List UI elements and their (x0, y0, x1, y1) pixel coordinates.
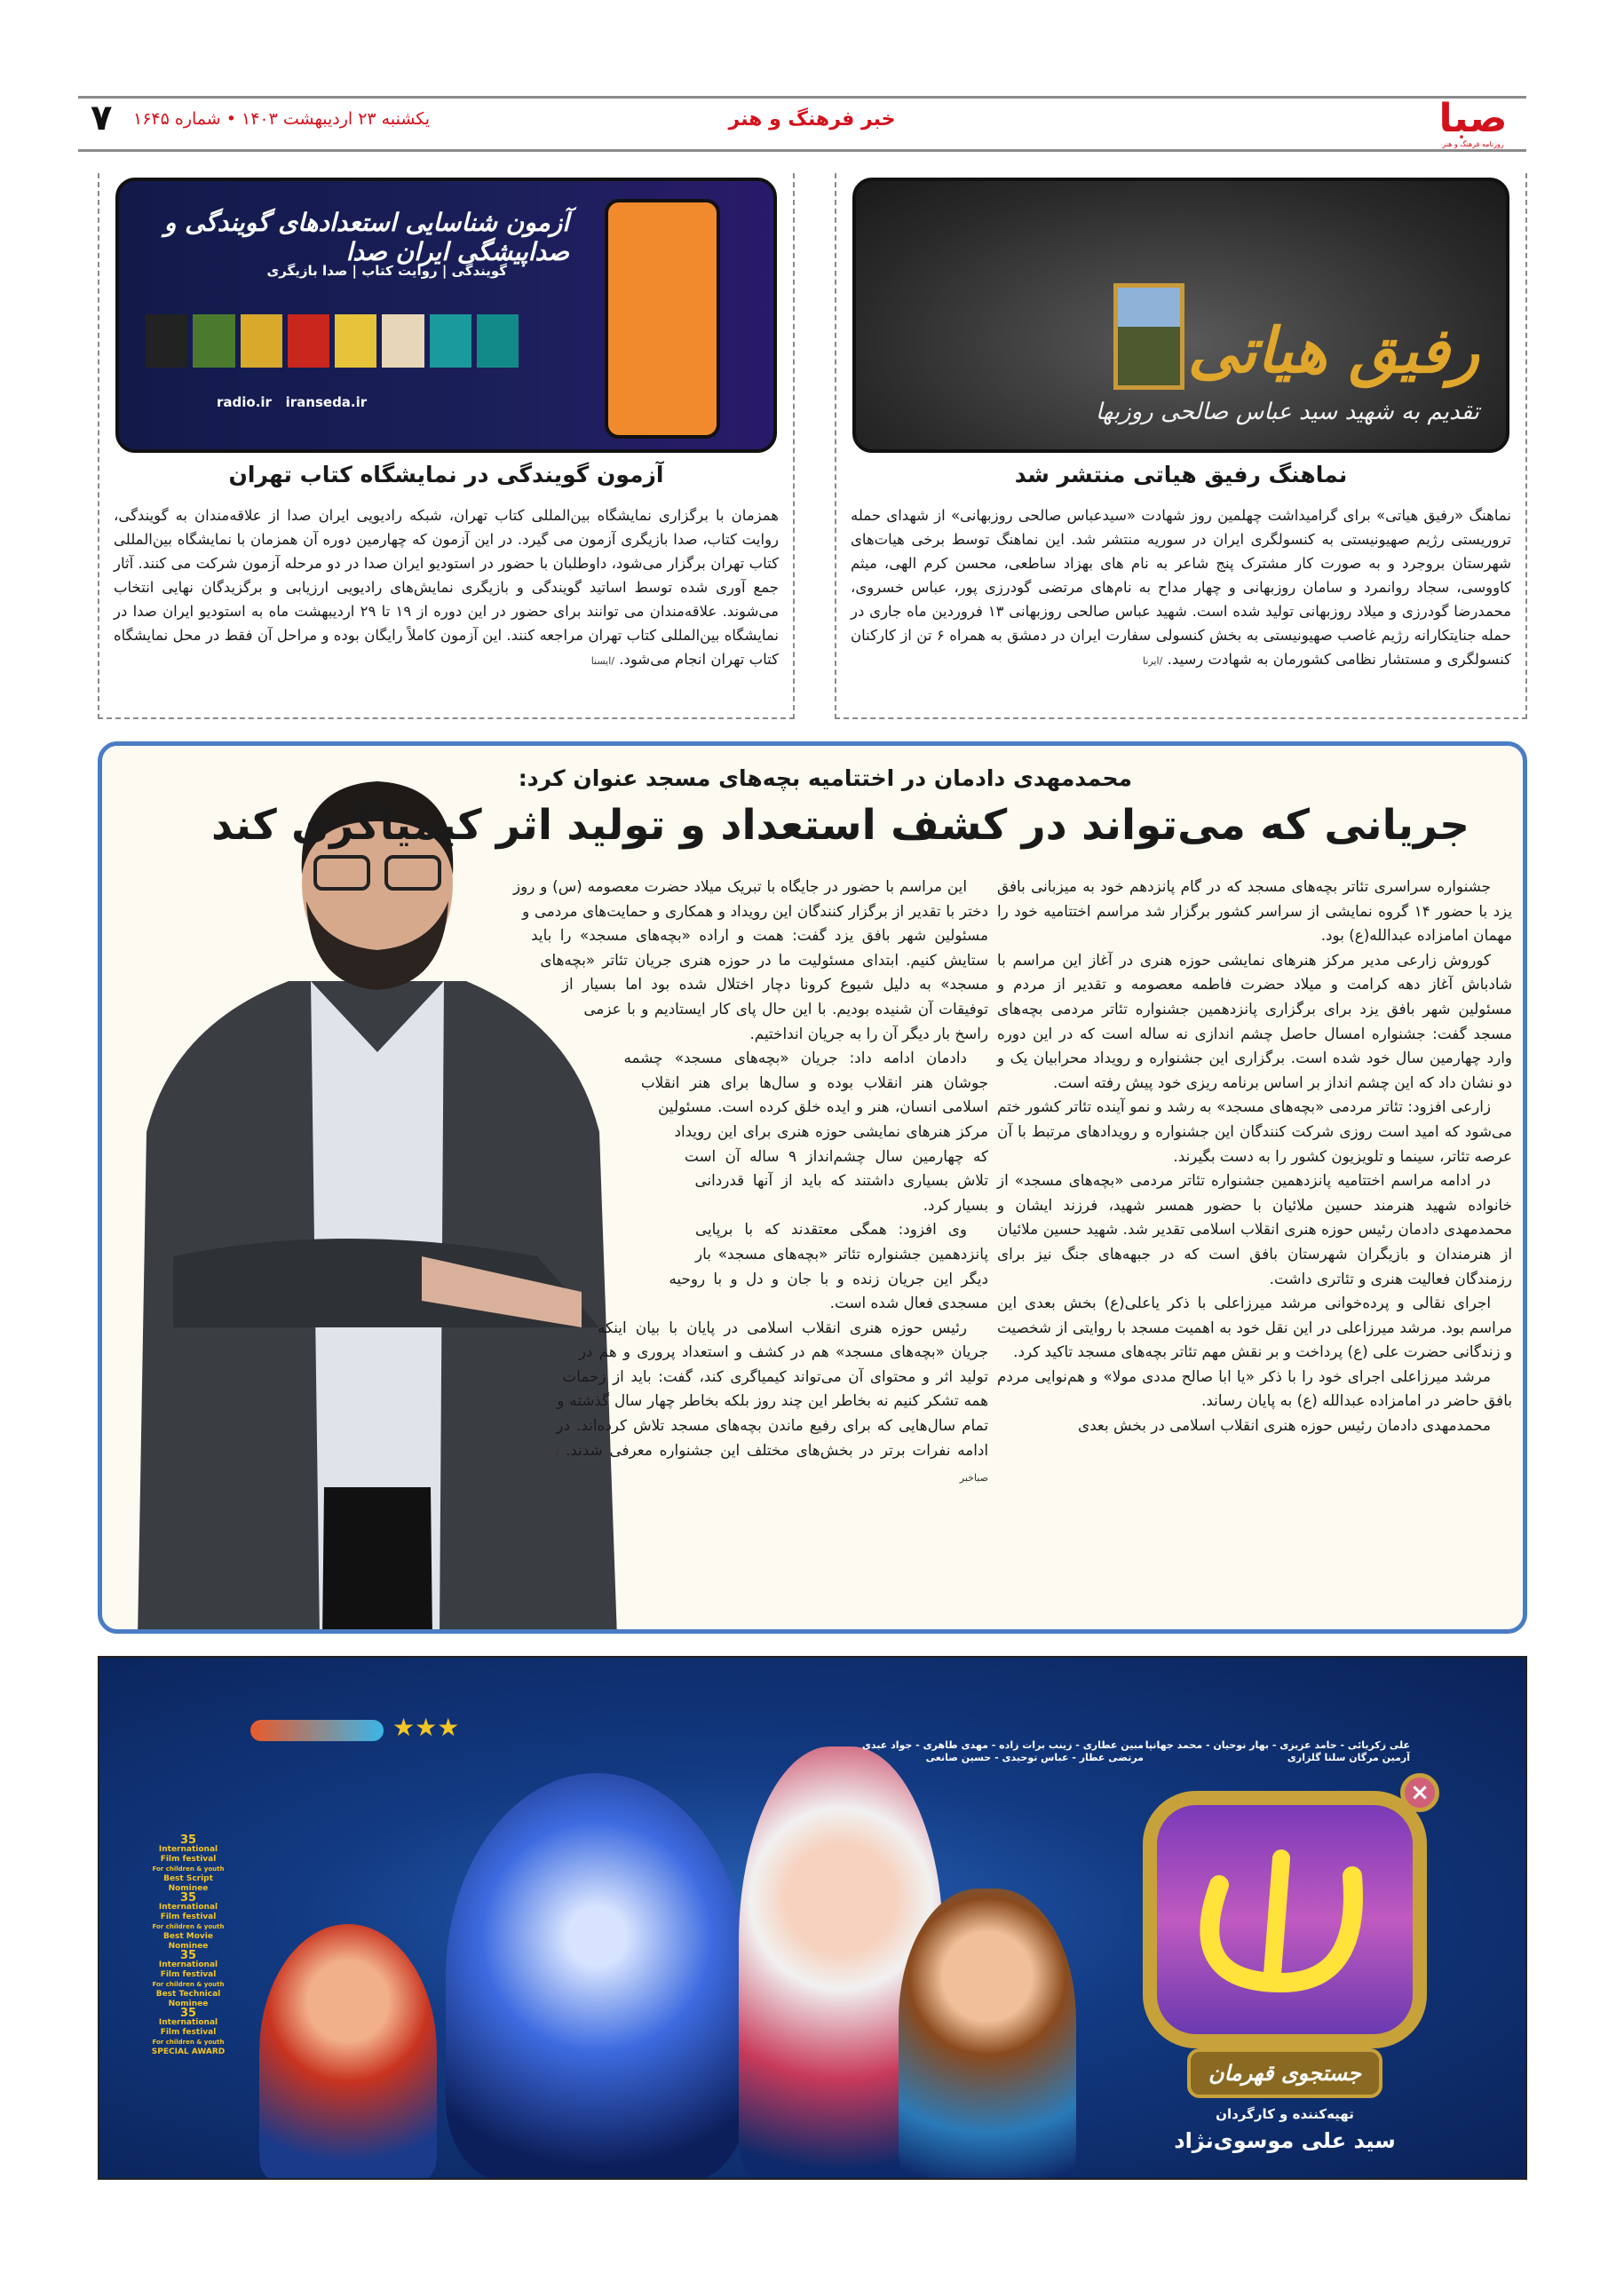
director-name: سید علی موسوی‌نژاد (1174, 2128, 1396, 2153)
image-calligraphy-title: رفیق هیاتی (1187, 314, 1479, 387)
news-item-rafiq-hayati (835, 173, 1527, 719)
article-kicker: محمدمهدی دادمان در اختتامیه بچه‌های مسجد عنوان کرد: (518, 765, 1132, 791)
banner-book-covers (146, 314, 519, 368)
news-source: /ایسنا (590, 655, 614, 667)
banner-sites (217, 394, 367, 410)
logo-subtitle: روزنامه فرهنگ و هنر (1442, 140, 1504, 148)
logo-text: صبا (1438, 96, 1508, 141)
paragraph: مرشد میرزاعلی اجرای خود را با ذکر «یا ابا صالح مددی مولا» و هم‌نوایی مردم بافق حاضر در امامزاده عبدالله (ع) به پایان رساند. (997, 1366, 1512, 1410)
section-title: خبر فرهنگ و هنر (728, 108, 896, 131)
film-poster-advert (98, 1656, 1527, 2180)
header-top-rule (78, 96, 1526, 99)
iranseda-site: iranseda.ir (285, 394, 368, 410)
paragraph: جشنواره سراسری تئاتر بچه‌های مسجد که در گام پانزدهم خود به میزبانی بافق یزد با حضور ۱۴ گروه نمایشی از سراسر کشور برگزار شد مراسم اختتامیه خود را مهمان امامزاده عبدالله(ع) بود. (997, 877, 1512, 945)
news-headline: آزمون گویندگی در نمایشگاه کتاب تهران (228, 462, 664, 487)
page-number: ۷ (91, 98, 113, 139)
banner-subtitle: گویندگی | روایت کتاب | صدا بازیگری (266, 263, 507, 279)
stars-icon: ★★★ (392, 1713, 460, 1742)
news-image-crowd (852, 178, 1509, 453)
animated-boy-character (259, 1924, 437, 2180)
news-body-text: همزمان با برگزاری نمایشگاه بین‌المللی کتاب تهران، شبکه رادیویی ایران صدا از علاقه‌مندان به گویندگی، روایت کتاب، صدا بازیگری آزمون می گیرد. در این آزمون که چهارمین دوره آن همزمان با نمایشگاه بین‌المللی کتاب تهران برگزار می‌شود، داوطلبان با حضور در استودیو ایران صدا در دو مرحله آزمون شرکت می کنند. آثار جمع آوری شده توسط اساتید گویندگی و بازیگری نمایش‌های رادیویی ارزیابی و برگزیدگان نهایی انتخاب می‌شوند. علاقه‌مندان می توانند برای حضور در این دوره از ۱۹ تا ۲۹ اردیبهشت ماه به استودیو ایران صدا در نمایشگاه بین‌المللی کتاب تهران مراجعه کنند. این آزمون کاملاً رایگان بوده و مراحل آن فقط در محل نمایشگاه کتاب تهران انجام می‌شود. (114, 507, 780, 668)
news-item-voice-test (98, 173, 795, 719)
header-bottom-rule (78, 149, 1526, 152)
news-source: /ایرنا (1143, 655, 1163, 667)
banner-phone-icon (605, 199, 720, 439)
vr-headset-character (446, 1773, 748, 2180)
festival-laurel: 35 International Film festival For children & youth Best Script Nominee (152, 1833, 225, 1893)
news-image-iranseda-banner (115, 178, 777, 453)
paragraph: زارعی افزود: تئاتر مردمی «بچه‌های مسجد» به رشد و نمو آینده تئاتر کشور ختم می‌شود که امید است روزی شرکت کنندگان این جشنواره و رویدادهای مرتبط با آن عرصه تئاتر، سینما و تلویزیون کشور را به دست بگیرند. (997, 1097, 1512, 1165)
main-article (98, 741, 1527, 1634)
producer-label: تهیه‌کننده و کارگردان (1216, 2106, 1354, 2122)
archer-boy-character (899, 1889, 1076, 2180)
article-source: /صباخبر (555, 1445, 988, 1485)
festival-laurel: 35 International Film festival For children & youth SPECIAL AWARD (151, 2007, 226, 2056)
film-title-logo (1157, 1805, 1413, 2034)
paragraph: کوروش زارعی مدیر مرکز هنرهای نمایشی حوزه هنری در آغاز این مراسم با شادباش آغاز دهه کرامت و میلاد حضرت فاطمه معصومه و تقدیر از مردم و مسئولین شهر بافق یزد برای برگزاری پانزدهمین جشنواره تئاتر مردمی بچه‌های مسجد گفت: جشنواره امسال حاصل چشم اندازی نه ساله است که در این دوره وارد چهارمین سال خود شده است. برگزاری این جشنواره و رویداد محرابیان یک و دو نشان داد که این چشم انداز بر اساس برنامه ریزی خود پیش رفته است. (997, 950, 1512, 1091)
festival-laurel: 35 International Film festival For children & youth Best Movie Nominee (152, 1891, 225, 1951)
paragraph: وی افزود: همگی معتقدند که با برپایی پانزدهمین جشنواره تئاتر «بچه‌های مسجد» بار دیگر این جریان زنده و با جان و دل و با روحیه مسجدی فعال شده است. (669, 1220, 988, 1312)
film-title-logo-frame (1143, 1791, 1427, 2048)
close-icon: × (1400, 1773, 1439, 1812)
game-health-bar-icon (250, 1720, 384, 1741)
cast-credits-left: مبین عطاری - زینب برات زاده - مهدی طاهری - جواد عبدی مرتضی عطار - عباس توحیدی - حسین صانعی (861, 1739, 1144, 1763)
paragraph: دادمان ادامه داد: جریان «بچه‌های مسجد» چشمه جوشان هنر انقلاب بوده و سال‌ها برای هنر انقلاب اسلامی انسان، هنر و ایده خلق کرده است. مسئولین مرکز هنرهای نمایشی حوزه هنری برای این رویداد که چهارمین سال چشم‌انداز ۹ ساله آن است تلاش بسیاری داشتند که باید از آنها قدردانی بسیار کرد. (623, 1049, 989, 1214)
news-headline: نماهنگ رفیق هیاتی منتشر شد (1014, 462, 1348, 487)
paragraph: اجرای نقالی و پرده‌خوانی مرشد میرزاعلی با ذکر یاعلی(ع) بخش بعدی این مراسم بود. مرشد میرزاعلی در این نقل خود به اهمیت مسجد با روایتی از شخصیت و زندگانی حضرت علی (ع) پرداخت و بر نقش مهم تئاتر بچه‌های مسجد تاکید کرد. (997, 1294, 1512, 1361)
martyr-portrait-frame (1113, 283, 1184, 390)
article-column-middle (495, 875, 988, 1629)
paragraph: این مراسم با حضور در جایگاه با تبریک میلاد حضرت معصومه (س) و روز دختر با تقدیر از برگزار کنندگان این رویداد و همکاری و حمایت‌های مردمی و مسئولین شهر بافق یزد گفت: همت و اراده «بچه‌های مسجد» را باید ستایش کنیم. ابتدای مسئولیت ما در حوزه هنری جریان تئاتر «بچه‌های مسجد» به دلیل شیوع کرونا دچار اختلال شده بود اما بسیار از توفیقات آن شنیده بودیم. با این حال پای کار ایستادیم و با عزمی راسخ بار دیگر آن را به جریان انداختیم. (513, 877, 988, 1042)
image-caption: تقدیم به شهید سید عباس صالحی روزبها (1095, 399, 1479, 425)
paragraph: محمدمهدی دادمان رئیس حوزه هنری انقلاب اسلامی در بخش بعدی (1077, 1416, 1491, 1435)
festival-laurel: 35 International Film festival For children & youth Best Technical Nominee (152, 1949, 225, 2008)
cast-credits-right: علی زکریائی - حامد عزیزی - بهار نوحیان - محمد جهانپا آرمین مرگان سلنا گلزاری (1145, 1739, 1410, 1763)
film-subtitle: جستجوی قهرمان (1187, 2048, 1382, 2098)
news-body-text: نماهنگ «رفیق هیاتی» برای گرامیداشت چهلمین روز شهادت «سیدعباس صالحی روزبهانی» از شهدای حمله تروریستی رژیم صهیونیستی به کنسولگری ایران در سوریه منتشر شد. این نماهنگ توسط برخی هیات‌های شهرستان بروجرد و به صورت کار مشترک پنج شاعر به نام های بهزاد ساطعی، محسن کرم الهی، میثم کاووسی، سجاد روانمرد و سامان روزبهانی و چهار مداح به نام‌های مرتضی گودرزی پور، عباس خسروی، محمدرضا گودرزی و میلاد روزبهانی تولید شده است. شهید عباس صالحی روزبهانی ۱۳ فروردین ماه جاری در حمله جنایتکارانه رژیم غاصب صهیونیستی به بخش کنسولی سفارت ایران در دمشق به همراه ۶ تن از کارکنان کنسولگری و مستشار نظامی کشورمان به شهادت رسید. (851, 507, 1511, 668)
news-body (114, 503, 779, 673)
dateline: یکشنبه ۲۳ اردیبهشت ۱۴۰۳ • شماره ۱۶۴۵ (133, 109, 431, 129)
radio-site: radio.ir (217, 394, 272, 410)
banner-title: آزمون شناسایی استعدادهای گویندگی و صداپیشگی ایران صدا (163, 208, 569, 266)
news-body (851, 503, 1511, 673)
paragraph: در ادامه مراسم اختتامیه پانزدهمین جشنواره تئاتر مردمی «بچه‌های مسجد» از خانواده شهید هنرمند حسین ملائیان با حضور همسر شهید، فرزند ایشان و محمدمهدی دادمان رئیس حوزه هنری انقلاب اسلامی تقدیر شد. شهید حسین ملائیان از هنرمندان و بازیگران شهرستان بافق است که در جبهه‌های جنگ نیز برای رزمندگان فعالیت هنری و تئاتری داشت. (997, 1171, 1512, 1287)
paragraph: رئیس حوزه هنری انقلاب اسلامی در پایان با بیان اینکه جریان «بچه‌های مسجد» هم در کشف و استعداد پروری و هم در تولید اثر و محتوای آن می‌تواند کیمیاگری کند، گفت: باید از زحمات همه تشکر کنیم نه بخاطر این چند روز بلکه بخاطر چهار سال گذشته و تمام سال‌هایی که برای رفیع ماندن بچه‌های مسجد تلاش کرده‌اند. در ادامه نفرات برتر در بخش‌های مختلف این جشنواره معرفی شدند. (556, 1318, 988, 1459)
article-column-right (997, 875, 1512, 1438)
article-headline: جریانی که می‌تواند در کشف استعداد و تولید اثر کیمیاگری کند (211, 801, 1470, 850)
